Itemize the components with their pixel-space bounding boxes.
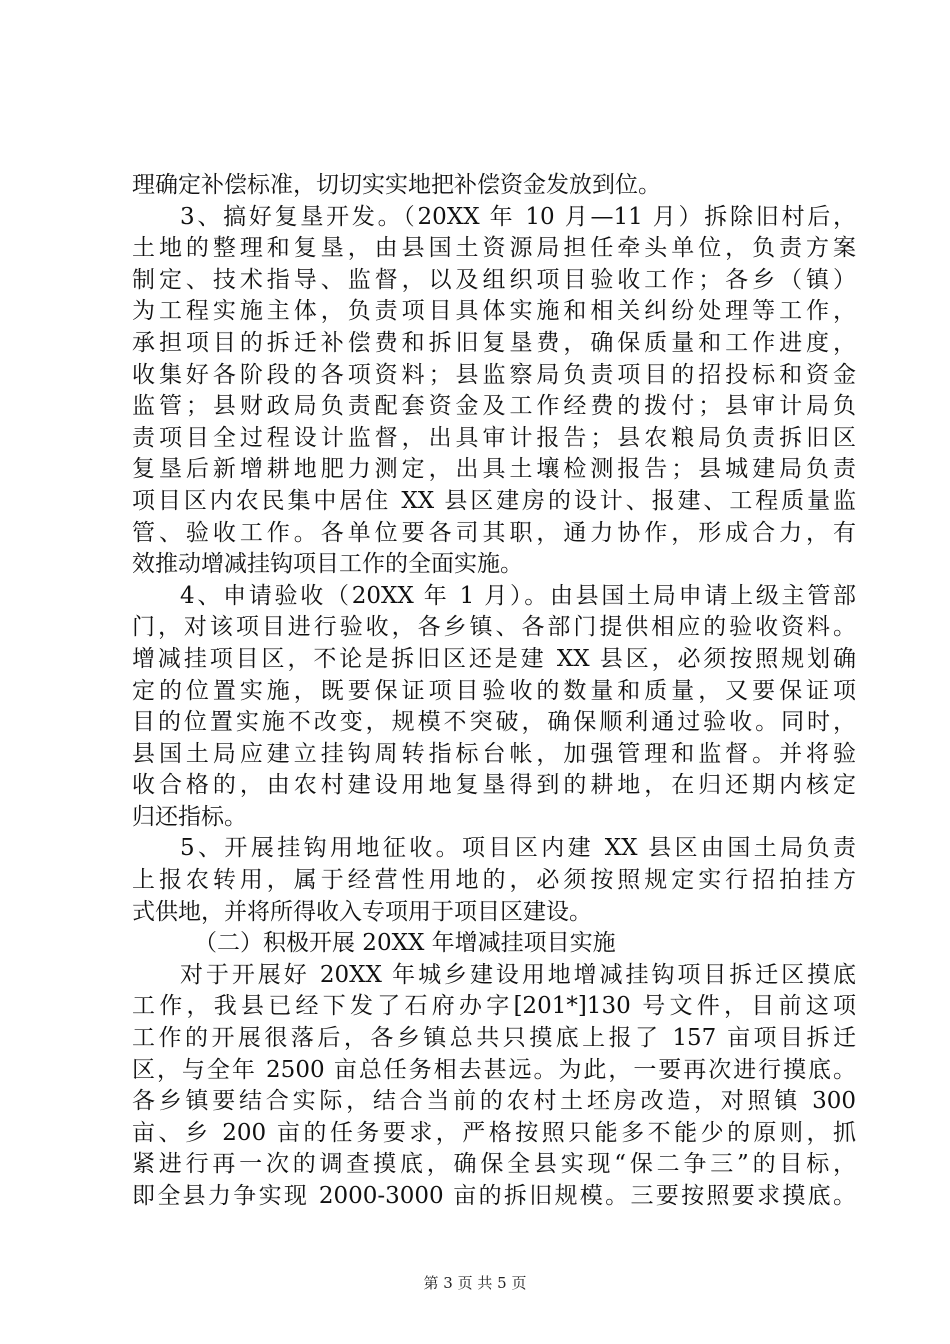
text-line: 监管；县财政局负责配套资金及工作经费的拨付；县审计局负 — [132, 393, 856, 420]
text-line: 目的位置实施不改变，规模不突破，确保顺利通过验收。同时， — [132, 709, 856, 736]
text-line: 制定、技术指导、监督，以及组织项目验收工作；各乡（镇） — [132, 266, 856, 293]
body-text — [132, 170, 856, 1213]
text-line: 4、申请验收（20XX 年 1 月）。由县国土局申请上级主管部 — [180, 582, 856, 609]
text-line: 5、开展挂钩用地征收。项目区内建 XX 县区由国土局负责 — [180, 835, 856, 862]
text-line: 3、搞好复垦开发。（20XX 年 10 月—11 月）拆除旧村后， — [180, 203, 856, 230]
text-line: 工作，我县已经下发了石府办字[201*]130 号文件，目前这项 — [132, 993, 856, 1020]
section-heading: （二）积极开展 20XX 年增减挂项目实施 — [194, 930, 616, 957]
text-line: 承担项目的拆迁补偿费和拆旧复垦费，确保质量和工作进度， — [132, 329, 856, 356]
text-line: 亩、乡 200 亩的任务要求，严格按照只能多不能少的原则，抓 — [132, 1119, 856, 1146]
text-line: 土地的整理和复垦，由县国土资源局担任牵头单位，负责方案 — [132, 235, 856, 262]
text-line: 收集好各阶段的各项资料；县监察局负责项目的招投标和资金 — [132, 361, 856, 388]
text-line: 复垦后新增耕地肥力测定，出具土壤检测报告；县城建局负责 — [132, 456, 856, 483]
text-line: 对于开展好 20XX 年城乡建设用地增减挂钩项目拆迁区摸底 — [180, 961, 856, 988]
text-line: 收合格的，由农村建设用地复垦得到的耕地，在归还期内核定 — [132, 772, 856, 799]
text-line: 定的位置实施，既要保证项目验收的数量和质量，又要保证项 — [132, 677, 856, 704]
text-line: 紧进行再一次的调查摸底，确保全县实现“保二争三”的目标， — [132, 1151, 856, 1178]
text-line: 式供地，并将所得收入专项用于项目区建设。 — [132, 898, 592, 925]
text-line: 为工程实施主体，负责项目具体实施和相关纠纷处理等工作， — [132, 298, 856, 325]
text-line: 门，对该项目进行验收，各乡镇、各部门提供相应的验收资料。 — [132, 614, 856, 641]
text-line: 归还指标。 — [132, 803, 247, 830]
text-line: 责项目全过程设计监督，出具审计报告；县农粮局负责拆旧区 — [132, 424, 856, 451]
text-line: 理确定补偿标准，切切实实地把补偿资金发放到位。 — [132, 172, 661, 198]
text-line: 县国土局应建立挂钩周转指标台帐，加强管理和监督。并将验 — [132, 740, 856, 767]
text-line: 各乡镇要结合实际，结合当前的农村土坯房改造，对照镇 300 — [132, 1088, 856, 1115]
text-line: 即全县力争实现 2000-3000 亩的拆旧规模。三要按照要求摸底。 — [132, 1183, 856, 1209]
text-line: 工作的开展很落后，各乡镇总共只摸底上报了 157 亩项目拆迁 — [132, 1025, 856, 1052]
text-line: 上报农转用，属于经营性用地的，必须按照规定实行招拍挂方 — [132, 867, 856, 894]
text-line: 效推动增减挂钩项目工作的全面实施。 — [132, 551, 523, 578]
text-line: 区，与全年 2500 亩总任务相去甚远。为此，一要再次进行摸底。 — [132, 1056, 856, 1083]
text-line: 项目区内农民集中居住 XX 县区建房的设计、报建、工程质量监 — [132, 487, 856, 514]
page-footer: 第 3 页 共 5 页 — [423, 1274, 527, 1292]
text-line: 管、验收工作。各单位要各司其职，通力协作，形成合力，有 — [132, 519, 856, 546]
text-line: 增减挂项目区，不论是拆旧区还是建 XX 县区，必须按照规划确 — [132, 645, 856, 672]
